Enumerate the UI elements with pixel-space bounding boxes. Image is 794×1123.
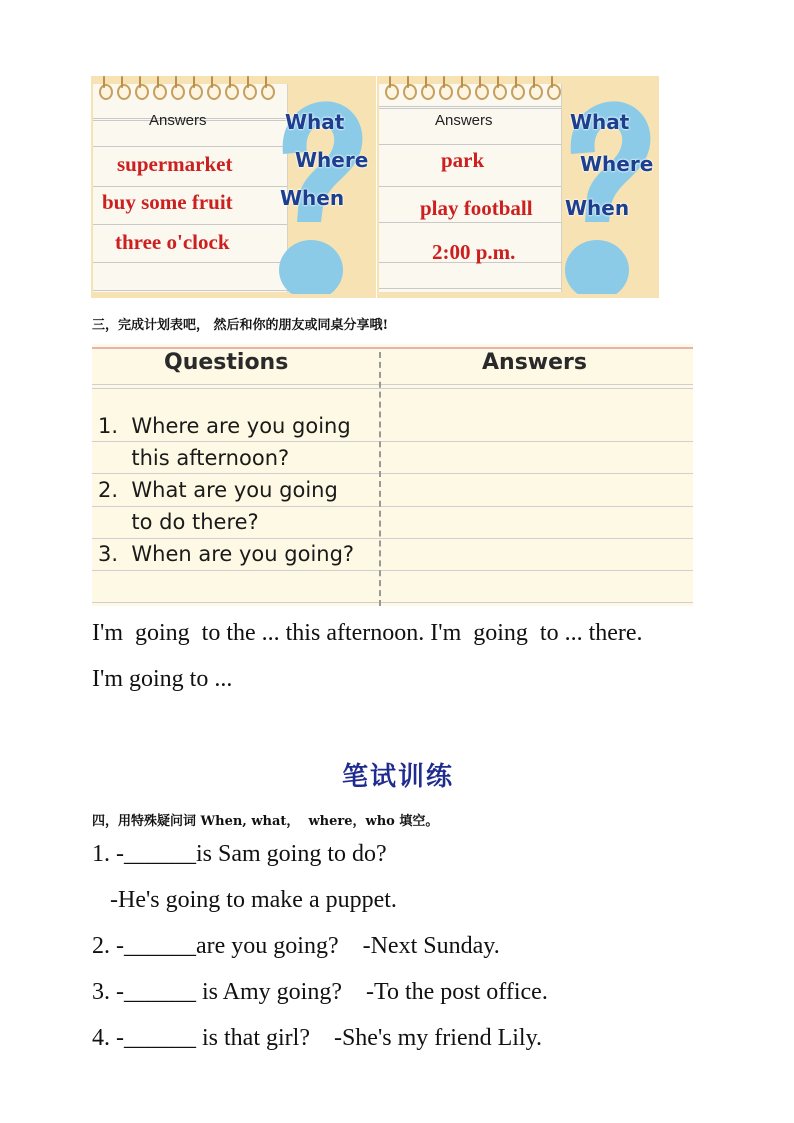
question-line: 2. What are you going (98, 478, 338, 502)
question-line: to do there? (98, 510, 259, 534)
exercise-item-2: 2. -______are you going? -Next Sunday. (92, 933, 500, 959)
answers-header: Answers (149, 112, 207, 129)
answer-what: play football (420, 196, 533, 220)
exercise-item-3: 3. -______ is Amy going? -To the post office. (92, 979, 548, 1005)
question-word-what: What (570, 110, 630, 134)
answer-card-2 (377, 76, 659, 298)
question-line: this afternoon? (98, 446, 290, 470)
question-word-when: When (565, 196, 630, 220)
section-3-heading: 三，完成计划表吧， 然后和你的朋友或同桌分享哦! (92, 318, 389, 333)
answer-where: park (441, 148, 485, 172)
answer-card-1 (91, 76, 376, 298)
question-word-what: What (285, 110, 345, 134)
section-title: 笔试训练 (342, 762, 455, 792)
column-header-answers: Answers (482, 350, 587, 375)
model-sentence-1: I'm going to the ... this afternoon. I'm going to ... there. (92, 620, 643, 646)
answer-when: 2:00 p.m. (432, 240, 516, 264)
answer-what: buy some fruit (102, 190, 233, 214)
question-word-where: Where (295, 148, 369, 172)
exercise-item-1: 1. -______is Sam going to do? (92, 841, 387, 867)
question-word-where: Where (580, 152, 654, 176)
column-divider (379, 352, 381, 606)
question-line: 1. Where are you going (98, 414, 351, 438)
questions-table (92, 344, 693, 606)
answer-when: three o'clock (115, 230, 230, 254)
question-line: 3. When are you going? (98, 542, 355, 566)
exercise-item-1-answer: -He's going to make a puppet. (92, 887, 397, 913)
answers-header: Answers (435, 112, 493, 129)
notepad-rings (383, 76, 559, 98)
section-4-heading: 四，用特殊疑问词 When, what， where，who 填空。 (92, 814, 439, 829)
column-header-questions: Questions (164, 350, 289, 375)
question-word-when: When (280, 186, 345, 210)
exercise-item-4: 4. -______ is that girl? -She's my friend Lily. (92, 1025, 543, 1051)
notepad-rings (97, 76, 273, 98)
answer-where: supermarket (117, 152, 233, 176)
model-sentence-2: I'm going to ... (92, 666, 233, 692)
